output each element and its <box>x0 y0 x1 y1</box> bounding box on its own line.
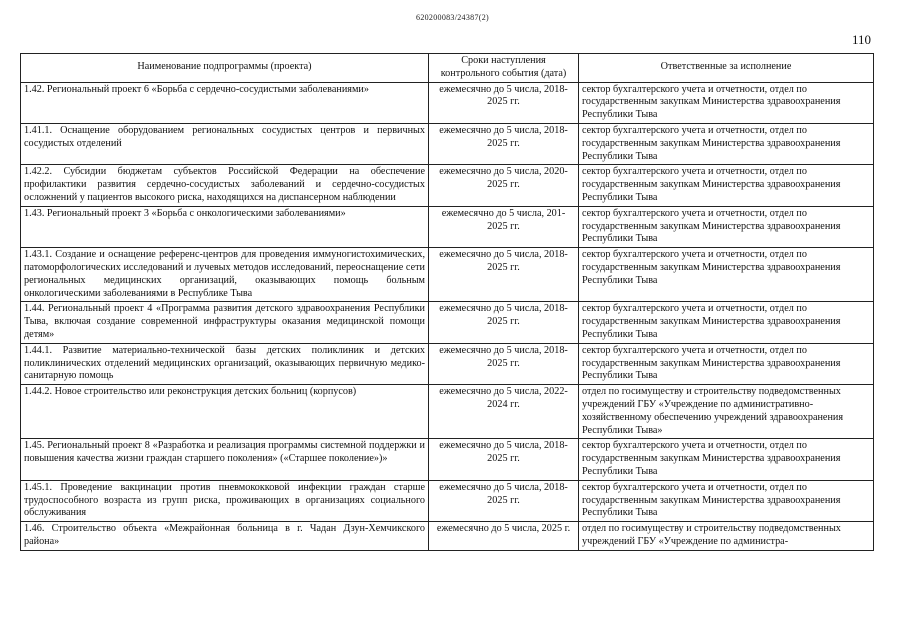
deadline-cell: ежемесячно до 5 числа, 2018-2025 гг. <box>429 439 579 480</box>
table-row <box>21 480 874 521</box>
table-row <box>21 302 874 343</box>
program-name-cell: 1.43. Региональный проект 3 «Борьба с онкологическими заболеваниями» <box>21 206 429 247</box>
table-row <box>21 385 874 439</box>
table-row <box>21 522 874 551</box>
program-name-cell: 1.45.1. Проведение вакцинации против пневмококковой инфекции граждан старше трудоспособного возраста из групп риска, проживающих в организациях социального обслуживания <box>21 480 429 521</box>
responsible-cell: сектор бухгалтерского учета и отчетности, отдел по государственным закупкам Министерства здравоохранения Республики Тыва <box>579 123 874 164</box>
responsible-cell: сектор бухгалтерского учета и отчетности, отдел по государственным закупкам Министерства здравоохранения Республики Тыва <box>579 206 874 247</box>
table-row <box>21 343 874 384</box>
program-name-cell: 1.45. Региональный проект 8 «Разработка и реализация программы системной поддержки и повышения качества жизни граждан старшего поколения» («Старшее поколение»)» <box>21 439 429 480</box>
table-row <box>21 206 874 247</box>
deadline-cell: ежемесячно до 5 числа, 2018-2025 гг. <box>429 82 579 123</box>
program-name-cell: 1.41.1. Оснащение оборудованием региональных сосудистых центров и первичных сосудистых отделений <box>21 123 429 164</box>
deadline-cell: ежемесячно до 5 числа, 2018-2025 гг. <box>429 248 579 302</box>
header-deadline: Сроки наступления контрольного события (дата) <box>429 54 579 83</box>
program-name-cell: 1.43.1. Создание и оснащение референс-центров для проведения иммуногистохимических, патоморфологических исследований и лучевых методов исследований, переоснащение сети региональных медицинских организаций, оказывающих помощь больным онкологическими заболеваниями в Республике Тыва <box>21 248 429 302</box>
program-name-cell: 1.42.2. Субсидии бюджетам субъектов Российской Федерации на обеспечение профилактики развития сердечно-сосудистых заболеваний и сердечно-сосудистых осложнений у пациентов высокого риска, находящихся на диспансерном наблюдении <box>21 165 429 206</box>
program-name-cell: 1.46. Строительство объекта «Межрайонная больница в г. Чадан Дзун-Хемчикского района» <box>21 522 429 551</box>
header-responsible: Ответственные за исполнение <box>579 54 874 83</box>
responsible-cell: сектор бухгалтерского учета и отчетности, отдел по государственным закупкам Министерства здравоохранения Республики Тыва <box>579 165 874 206</box>
deadline-cell: ежемесячно до 5 числа, 201-2025 гг. <box>429 206 579 247</box>
program-name-cell: 1.44.1. Развитие материально-технической базы детских поликлиник и детских поликлинических отделений медицинских организаций, оказывающих первичную медико-санитарную помощь <box>21 343 429 384</box>
table-row <box>21 248 874 302</box>
program-name-cell: 1.44.2. Новое строительство или реконструкция детских больниц (корпусов) <box>21 385 429 439</box>
responsible-cell: сектор бухгалтерского учета и отчетности, отдел по государственным закупкам Министерства здравоохранения Республики Тыва <box>579 302 874 343</box>
deadline-cell: ежемесячно до 5 числа, 2018-2025 гг. <box>429 480 579 521</box>
responsible-cell: отдел по госимуществу и строительству подведомственных учреждений ГБУ «Учреждение по административно-хозяйственному обеспечению учреждений здравоохранения Республики Тыва» <box>579 385 874 439</box>
header-program-name: Наименование подпрограммы (проекта) <box>21 54 429 83</box>
responsible-cell: сектор бухгалтерского учета и отчетности, отдел по государственным закупкам Министерства здравоохранения Республики Тыва <box>579 439 874 480</box>
table-row <box>21 165 874 206</box>
deadline-cell: ежемесячно до 5 числа, 2018-2025 гг. <box>429 302 579 343</box>
responsible-cell: отдел по госимуществу и строительству подведомственных учреждений ГБУ «Учреждение по администра- <box>579 522 874 551</box>
deadline-cell: ежемесячно до 5 числа, 2020-2025 гг. <box>429 165 579 206</box>
page-number: 110 <box>852 32 872 47</box>
table-row <box>21 123 874 164</box>
document-id: 620200083/24387(2) <box>416 13 489 22</box>
deadline-cell: ежемесячно до 5 числа, 2025 г. <box>429 522 579 551</box>
program-table <box>20 53 874 551</box>
deadline-cell: ежемесячно до 5 числа, 2018-2025 гг. <box>429 123 579 164</box>
responsible-cell: сектор бухгалтерского учета и отчетности, отдел по государственным закупкам Министерства здравоохранения Республики Тыва <box>579 248 874 302</box>
program-name-cell: 1.44. Региональный проект 4 «Программа развития детского здравоохранения Республики Тыва, включая создание современной инфраструктуры оказания медицинской помощи детям» <box>21 302 429 343</box>
table-row <box>21 82 874 123</box>
program-name-cell: 1.42. Региональный проект 6 «Борьба с сердечно-сосудистыми заболеваниями» <box>21 82 429 123</box>
deadline-cell: ежемесячно до 5 числа, 2018-2025 гг. <box>429 343 579 384</box>
responsible-cell: сектор бухгалтерского учета и отчетности, отдел по государственным закупкам Министерства здравоохранения Республики Тыва <box>579 82 874 123</box>
responsible-cell: сектор бухгалтерского учета и отчетности, отдел по государственным закупкам Министерства здравоохранения Республики Тыва <box>579 343 874 384</box>
deadline-cell: ежемесячно до 5 числа, 2022-2024 гг. <box>429 385 579 439</box>
responsible-cell: сектор бухгалтерского учета и отчетности, отдел по государственным закупкам Министерства здравоохранения Республики Тыва <box>579 480 874 521</box>
table-header-row <box>21 54 874 83</box>
table-row <box>21 439 874 480</box>
